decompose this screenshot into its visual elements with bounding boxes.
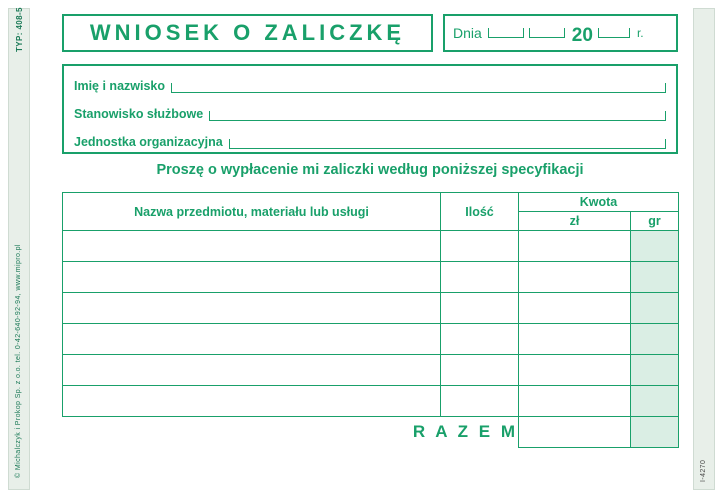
date-day-field[interactable] xyxy=(488,28,524,38)
table-row xyxy=(63,324,679,355)
date-month-field[interactable] xyxy=(529,28,565,38)
total-label: R A Z E M xyxy=(412,422,518,442)
cell-amount-gr[interactable] xyxy=(631,231,679,262)
cell-quantity[interactable] xyxy=(441,231,519,262)
cell-name[interactable] xyxy=(63,355,441,386)
right-margin-strip xyxy=(693,8,715,490)
table-total-row xyxy=(63,417,679,448)
page-title: WNIOSEK O ZALICZKĘ xyxy=(89,20,406,45)
cell-quantity[interactable] xyxy=(441,262,519,293)
field-label-name: Imię i nazwisko xyxy=(74,79,166,93)
field-input-unit[interactable] xyxy=(229,139,666,149)
field-input-name[interactable] xyxy=(171,83,666,93)
total-amount-gr[interactable] xyxy=(631,417,679,448)
cell-amount-gr[interactable] xyxy=(631,293,679,324)
col-header-amount-zl: zł xyxy=(519,212,631,231)
cell-amount-gr[interactable] xyxy=(631,324,679,355)
col-header-quantity: Ilość xyxy=(441,193,519,231)
cell-amount-zl[interactable] xyxy=(519,324,631,355)
form-body xyxy=(46,14,678,480)
cell-name[interactable] xyxy=(63,231,441,262)
publisher-imprint: © Michalczyk i Prokop Sp. z o.o. tel. 0-42-640-92-94, www.mipro.pl xyxy=(15,244,22,478)
cell-quantity[interactable] xyxy=(441,293,519,324)
cell-amount-zl[interactable] xyxy=(519,386,631,417)
field-input-position[interactable] xyxy=(209,111,666,121)
cell-amount-zl[interactable] xyxy=(519,262,631,293)
table-row xyxy=(63,231,679,262)
col-header-amount: Kwota xyxy=(519,193,679,212)
cell-amount-zl[interactable] xyxy=(519,355,631,386)
table-row xyxy=(63,355,679,386)
date-year-field[interactable] xyxy=(598,28,630,38)
table-header-row-1 xyxy=(63,193,679,212)
date-year-prefix: 20 xyxy=(571,25,593,46)
form-title-box xyxy=(62,14,433,52)
type-code-label: TYP: 408-5 xyxy=(15,7,24,52)
total-amount-zl[interactable] xyxy=(519,417,631,448)
cell-quantity[interactable] xyxy=(441,386,519,417)
col-header-amount-gr: gr xyxy=(631,212,679,231)
table-row xyxy=(63,386,679,417)
cell-quantity[interactable] xyxy=(441,355,519,386)
cell-amount-gr[interactable] xyxy=(631,386,679,417)
cell-amount-zl[interactable] xyxy=(519,293,631,324)
cell-name[interactable] xyxy=(63,386,441,417)
applicant-details-box xyxy=(62,64,678,154)
cell-amount-gr[interactable] xyxy=(631,262,679,293)
specification-table xyxy=(62,192,679,448)
cell-name[interactable] xyxy=(63,324,441,355)
cell-amount-zl[interactable] xyxy=(519,231,631,262)
field-row-unit xyxy=(74,135,666,149)
cell-name[interactable] xyxy=(63,293,441,324)
cell-quantity[interactable] xyxy=(441,324,519,355)
instruction-text: Proszę o wypłacenie mi zaliczki według poniższej specyfikacji xyxy=(156,162,584,178)
form-code-label: I-4270 xyxy=(700,459,707,482)
field-label-unit: Jednostka organizacyjna xyxy=(74,135,223,149)
date-year-suffix: r. xyxy=(636,26,644,40)
cell-amount-gr[interactable] xyxy=(631,355,679,386)
table-row xyxy=(63,293,679,324)
table-row xyxy=(63,262,679,293)
col-header-name: Nazwa przedmiotu, materiału lub usługi xyxy=(63,193,441,231)
header-row xyxy=(46,14,678,56)
date-box xyxy=(443,14,678,52)
field-row-name xyxy=(74,79,666,93)
field-row-position xyxy=(74,107,666,121)
field-label-position: Stanowisko służbowe xyxy=(74,107,204,121)
date-label: Dnia xyxy=(453,25,482,41)
cell-name[interactable] xyxy=(63,262,441,293)
